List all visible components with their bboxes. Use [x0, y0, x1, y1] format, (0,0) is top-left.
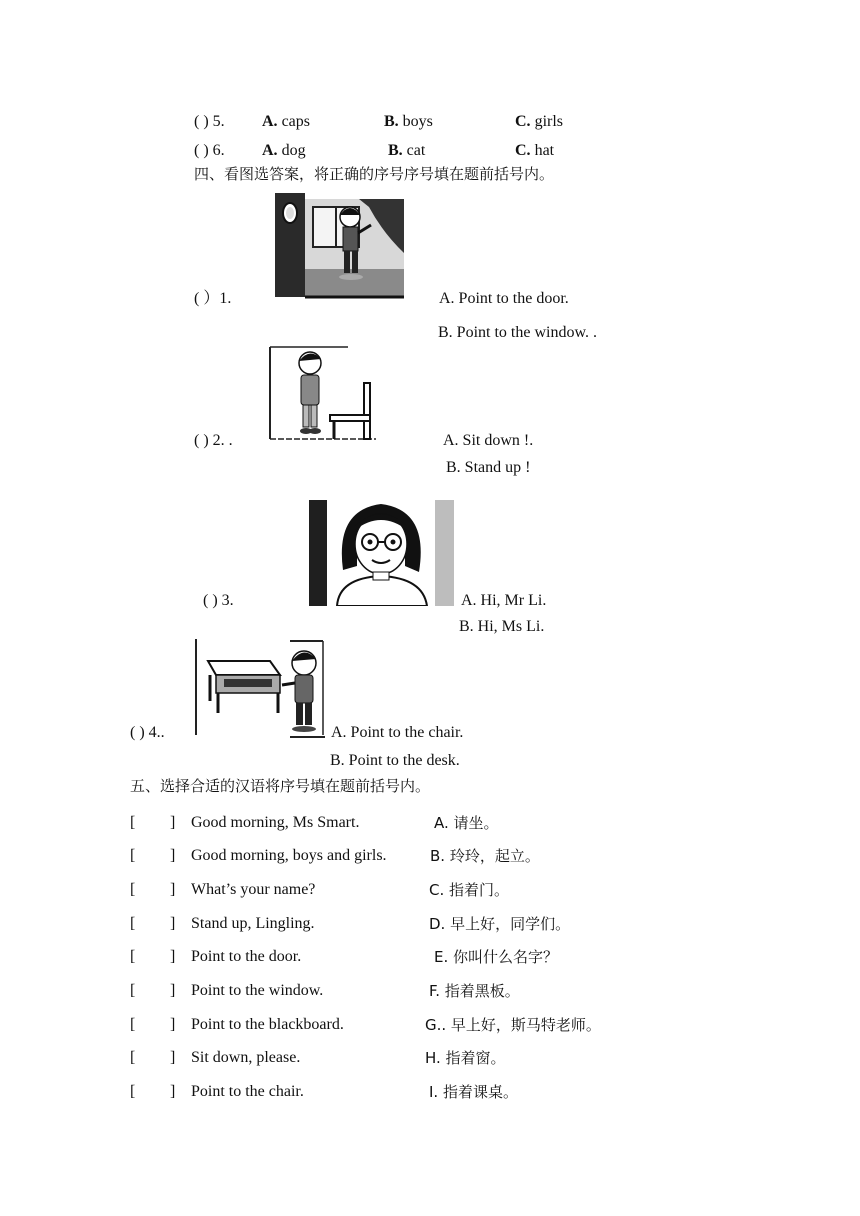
item-1-option-a: A. Point to the door.: [439, 290, 569, 307]
item-2-option-a: A. Sit down !.: [443, 432, 534, 449]
section-5-heading: 五、选择合适的汉语将序号填在题前括号内。: [130, 777, 431, 795]
item-2-option-b: B. Stand up !: [446, 459, 531, 476]
matching-chinese: G.. 早上好，斯马特老师。: [425, 1016, 601, 1034]
item-2-prefix: ( ) 2. .: [194, 432, 233, 449]
matching-chinese: H. 指着窗。: [425, 1049, 506, 1067]
picture-boy-desk: [194, 639, 325, 739]
matching-row: [ ] Point to the door. E. 你叫什么名字？: [130, 948, 559, 966]
picture-boy-window: [273, 193, 404, 305]
matching-chinese: C. 指着门。: [429, 881, 510, 899]
question-6-option-a: A. dog: [262, 142, 306, 159]
item-1-prefix: ( ）1.: [194, 290, 232, 307]
question-5-option-a: A. caps: [262, 113, 310, 130]
matching-row: [ ] Point to the chair. I. 指着课桌。: [130, 1083, 518, 1101]
matching-row: [ ] Stand up, Lingling. D. 早上好，同学们。: [130, 915, 571, 933]
matching-english: Stand up, Lingling.: [191, 915, 315, 932]
matching-row: [ ] What’s your name? C. 指着门。: [130, 881, 510, 899]
matching-row: [ ] Point to the window. F. 指着黑板。: [130, 982, 520, 1000]
question-5-prefix: ( ) 5.: [194, 113, 225, 130]
question-6-option-c: C. hat: [515, 142, 555, 159]
question-5-option-b: B. boys: [384, 113, 433, 130]
matching-chinese: E. 你叫什么名字？: [434, 948, 559, 966]
matching-english: Good morning, boys and girls.: [191, 847, 387, 864]
matching-english: Point to the blackboard.: [191, 1016, 344, 1033]
matching-english: Point to the chair.: [191, 1083, 304, 1100]
item-1-option-b: B. Point to the window. .: [438, 324, 597, 341]
matching-chinese: F. 指着黑板。: [429, 982, 520, 1000]
matching-row: [ ] Point to the blackboard. G.. 早上好，斯马特老师。: [130, 1016, 601, 1034]
section-4-heading: 四、看图选答案，将正确的序号序号填在题前括号内。: [194, 165, 555, 183]
matching-english: Sit down, please.: [191, 1049, 301, 1066]
matching-row: [ ] Good morning, Ms Smart. A. 请坐。: [130, 814, 499, 832]
matching-english: Point to the window.: [191, 982, 324, 999]
question-6-prefix: ( ) 6.: [194, 142, 225, 159]
item-4-option-b: B. Point to the desk.: [330, 752, 460, 769]
item-4-prefix: ( ) 4..: [130, 724, 165, 741]
picture-teacher: [309, 500, 454, 606]
matching-chinese: B. 玲玲，起立。: [430, 847, 540, 865]
item-3-option-b: B. Hi, Ms Li.: [459, 618, 545, 635]
item-3-option-a: A. Hi, Mr Li.: [461, 592, 547, 609]
item-3-prefix: ( ) 3.: [203, 592, 234, 609]
question-6-option-b: B. cat: [388, 142, 426, 159]
picture-boy-chair: [268, 345, 376, 443]
item-4-option-a: A. Point to the chair.: [331, 724, 464, 741]
matching-row: [ ] Good morning, boys and girls. B. 玲玲，起立。: [130, 847, 540, 865]
matching-row: [ ] Sit down, please. H. 指着窗。: [130, 1049, 506, 1067]
matching-english: Good morning, Ms Smart.: [191, 814, 360, 831]
matching-english: What’s your name?: [191, 881, 316, 898]
question-5: [194, 112, 564, 132]
matching-chinese: I. 指着课桌。: [429, 1083, 518, 1101]
matching-chinese: D. 早上好，同学们。: [429, 915, 571, 933]
question-6: [194, 141, 555, 161]
question-5-option-c: C. girls: [515, 113, 564, 130]
matching-english: Point to the door.: [191, 948, 302, 965]
matching-chinese: A. 请坐。: [434, 814, 499, 832]
